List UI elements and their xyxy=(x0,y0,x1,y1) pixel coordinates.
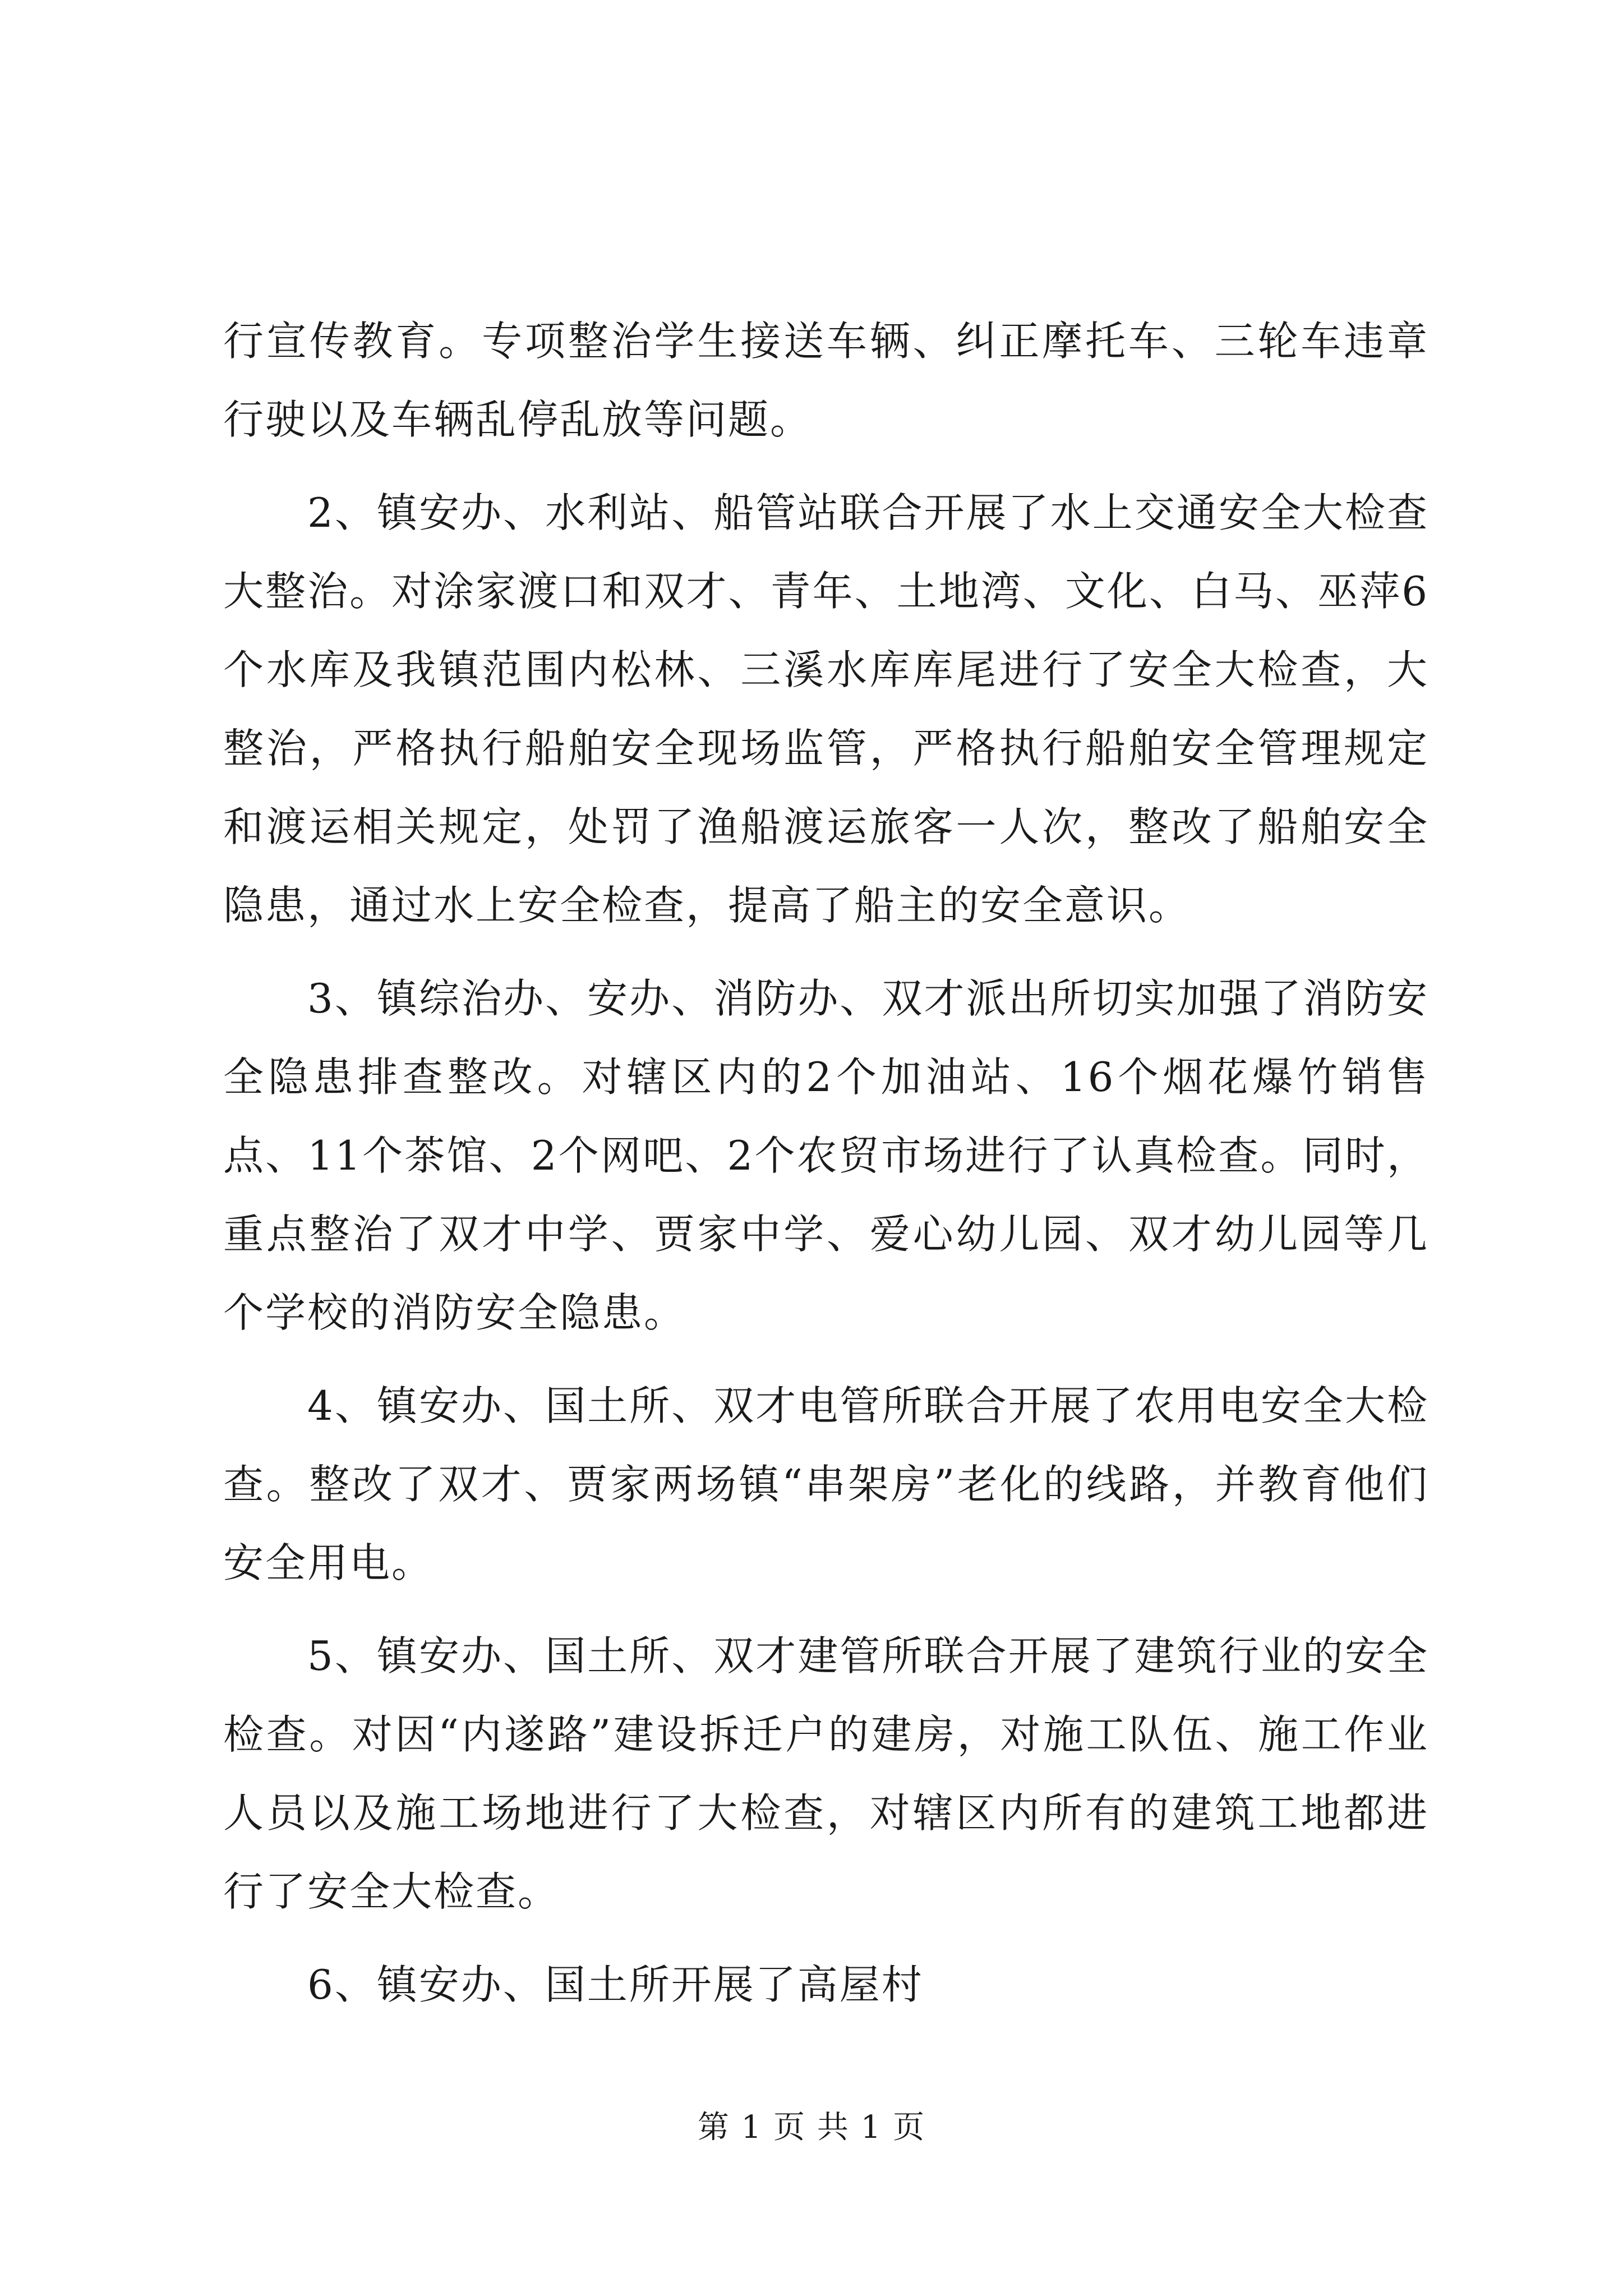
paragraph-2: 2、镇安办、水利站、船管站联合开展了水上交通安全大检查大整治。对涂家渡口和双才、青年、土地湾、文化、白马、巫萍6个水库及我镇范围内松林、三溪水库库尾进行了安全大检查，大整治，严格执行船舶安全现场监管，严格执行船舶安全管理规定和渡运相关规定，处罚了渔船渡运旅客一人次，整改了船舶安全隐患，通过水上安全检查，提高了船主的安全意识。 xyxy=(223,489,1429,929)
paragraph-1: 行宣传教育。专项整治学生接送车辆、纠正摩托车、三轮车违章行驶以及车辆乱停乱放等问题。 xyxy=(223,318,1429,443)
page-number-label: 第 1 页 共 1 页 xyxy=(697,2109,926,2146)
document-body xyxy=(223,302,1429,2024)
page-footer xyxy=(0,2108,1623,2147)
paragraph-5: 5、镇安办、国土所、双才建管所联合开展了建筑行业的安全检查。对因“内遂路”建设拆迁户的建房，对施工队伍、施工作业人员以及施工场地进行了大检查，对辖区内所有的建筑工地都进行了安全大检查。 xyxy=(223,1632,1429,1915)
paragraph-3: 3、镇综治办、安办、消防办、双才派出所切实加强了消防安全隐患排查整改。对辖区内的2个加油站、16个烟花爆竹销售点、11个茶馆、2个网吧、2个农贸市场进行了认真检查。同时，重点整治了双才中学、贾家中学、爱心幼儿园、双才幼儿园等几个学校的消防安全隐患。 xyxy=(223,975,1429,1336)
paragraph-6: 6、镇安办、国土所开展了高屋村 xyxy=(307,1961,924,2008)
paragraph-4: 4、镇安办、国土所、双才电管所联合开展了农用电安全大检查。整改了双才、贾家两场镇“串架房”老化的线路，并教育他们安全用电。 xyxy=(223,1382,1429,1586)
